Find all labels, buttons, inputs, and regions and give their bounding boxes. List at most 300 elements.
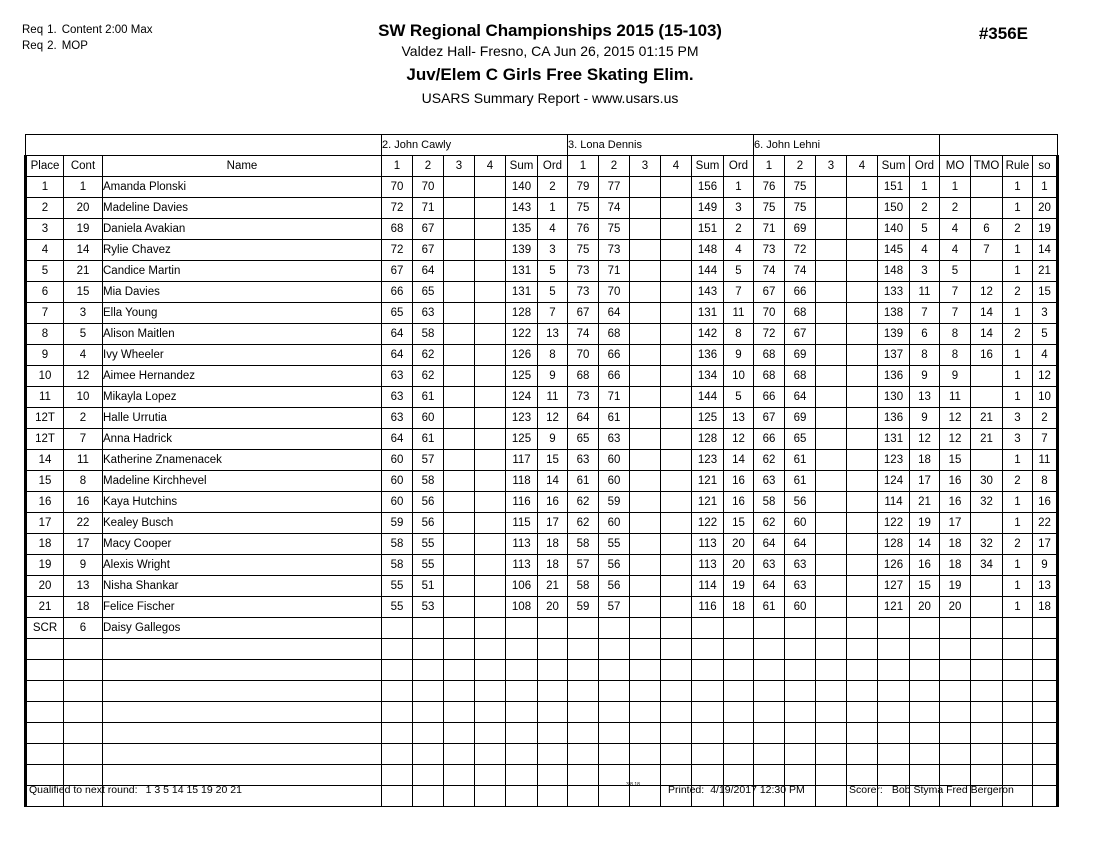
cell-judge1-ord: 11	[538, 387, 568, 408]
cell-judge1-score3	[444, 513, 475, 534]
cell-rule: 2	[1003, 324, 1033, 345]
cell-rule: 1	[1003, 198, 1033, 219]
cell-tmo: 34	[971, 555, 1003, 576]
table-row[interactable]	[26, 408, 1058, 429]
cell-judge1-ord	[538, 702, 568, 723]
column-header-judge2-score2: 2	[599, 156, 630, 177]
table-row[interactable]	[26, 534, 1058, 555]
cell-judge2-score1	[568, 681, 599, 702]
cell-skater-name: Ivy Wheeler	[103, 345, 382, 366]
cell-judge2-score2	[599, 744, 630, 765]
cell-skater-name: Alison Maitlen	[103, 324, 382, 345]
cell-place: 5	[26, 261, 64, 282]
cell-judge2-score2: 63	[599, 429, 630, 450]
cell-rule: 1	[1003, 345, 1033, 366]
cell-judge1-score3	[444, 534, 475, 555]
cell-judge3-score1: 67	[754, 282, 785, 303]
table-row[interactable]	[26, 261, 1058, 282]
cell-so: 5	[1033, 324, 1058, 345]
table-row[interactable]	[26, 429, 1058, 450]
cell-judge3-score1: 74	[754, 261, 785, 282]
cell-judge1-score4	[475, 366, 506, 387]
cell-tmo	[971, 597, 1003, 618]
cell-judge2-sum: 121	[692, 471, 724, 492]
cell-judge3-score3	[816, 723, 847, 744]
cell-rule: 2	[1003, 534, 1033, 555]
requirement-label: Req	[22, 40, 44, 52]
table-row[interactable]	[26, 513, 1058, 534]
cell-cont	[64, 660, 103, 681]
cell-cont: 1	[64, 177, 103, 198]
table-row[interactable]	[26, 471, 1058, 492]
cell-rule	[1003, 723, 1033, 744]
cell-judge3-score3	[816, 534, 847, 555]
version-tag: 3.8.18	[626, 782, 640, 788]
cell-judge1-score1	[382, 744, 413, 765]
cell-judge3-sum	[878, 702, 910, 723]
cell-judge1-score3	[444, 219, 475, 240]
column-header-judge2-score4: 4	[661, 156, 692, 177]
cell-judge1-score1	[382, 681, 413, 702]
table-row[interactable]	[26, 450, 1058, 471]
cell-judge2-sum	[692, 639, 724, 660]
cell-judge3-score3	[816, 387, 847, 408]
table-row[interactable]	[26, 303, 1058, 324]
cell-mo: 18	[940, 534, 971, 555]
requirements-block	[22, 22, 152, 54]
cell-judge2-score3	[630, 408, 661, 429]
cell-judge2-score1: 76	[568, 219, 599, 240]
cell-judge2-score3	[630, 723, 661, 744]
cell-mo: 1	[940, 177, 971, 198]
cell-tmo: 21	[971, 429, 1003, 450]
table-row[interactable]	[26, 597, 1058, 618]
cell-skater-name: Nisha Shankar	[103, 576, 382, 597]
cell-judge1-score3	[444, 723, 475, 744]
cell-judge2-score1: 58	[568, 576, 599, 597]
cell-place: 3	[26, 219, 64, 240]
cell-tmo: 32	[971, 534, 1003, 555]
cell-judge2-score4	[661, 219, 692, 240]
cell-judge3-sum: 128	[878, 534, 910, 555]
cell-judge1-score2	[413, 618, 444, 639]
cell-so: 15	[1033, 282, 1058, 303]
cell-judge2-score2: 71	[599, 261, 630, 282]
judge-name: 3. Lona Dennis	[568, 139, 642, 151]
scorer-label: Scorer:	[849, 784, 883, 796]
cell-judge3-score1	[754, 744, 785, 765]
cell-judge3-score3	[816, 618, 847, 639]
cell-judge3-ord	[910, 702, 940, 723]
cell-judge2-ord: 4	[724, 240, 754, 261]
cell-judge1-score1: 65	[382, 303, 413, 324]
cell-judge3-score1: 68	[754, 366, 785, 387]
cell-judge2-score4	[661, 639, 692, 660]
cell-judge2-score3	[630, 597, 661, 618]
cell-judge3-score4	[847, 618, 878, 639]
table-row-empty[interactable]	[26, 744, 1058, 765]
cell-judge2-score2	[599, 660, 630, 681]
cell-so	[1033, 618, 1058, 639]
table-row[interactable]	[26, 324, 1058, 345]
cell-so: 20	[1033, 198, 1058, 219]
cell-judge2-score2	[599, 702, 630, 723]
cell-judge3-score2: 60	[785, 597, 816, 618]
cell-judge1-sum: 128	[506, 303, 538, 324]
cell-judge1-score4	[475, 198, 506, 219]
cell-judge1-score4	[475, 744, 506, 765]
cell-judge3-score1	[754, 660, 785, 681]
cell-judge3-score1	[754, 723, 785, 744]
qualified-line	[29, 783, 242, 797]
cell-judge2-score1: 79	[568, 177, 599, 198]
cell-judge3-score2: 65	[785, 429, 816, 450]
cell-judge1-score2: 56	[413, 492, 444, 513]
cell-cont	[64, 681, 103, 702]
cell-judge2-score1: 61	[568, 471, 599, 492]
table-row[interactable]	[26, 219, 1058, 240]
table-row[interactable]	[26, 576, 1058, 597]
cell-skater-name: Madeline Kirchhevel	[103, 471, 382, 492]
cell-judge2-sum: 151	[692, 219, 724, 240]
table-row[interactable]	[26, 555, 1058, 576]
cell-so	[1033, 681, 1058, 702]
cell-rule: 1	[1003, 576, 1033, 597]
cell-mo: 4	[940, 240, 971, 261]
cell-cont: 11	[64, 450, 103, 471]
cell-judge3-score4	[847, 219, 878, 240]
cell-judge1-score2: 55	[413, 534, 444, 555]
cell-judge1-score2: 58	[413, 471, 444, 492]
cell-judge2-score4	[661, 387, 692, 408]
column-header-tmo: TMO	[971, 156, 1003, 177]
cell-so: 22	[1033, 513, 1058, 534]
cell-judge3-ord: 17	[910, 471, 940, 492]
cell-judge1-score1: 72	[382, 198, 413, 219]
cell-judge3-score2	[785, 660, 816, 681]
column-header-judge2-score3: 3	[630, 156, 661, 177]
cell-skater-name: Amanda Plonski	[103, 177, 382, 198]
cell-tmo	[971, 576, 1003, 597]
cell-tmo: 14	[971, 303, 1003, 324]
cell-judge1-score3	[444, 702, 475, 723]
cell-rule	[1003, 744, 1033, 765]
printed-line	[668, 783, 805, 797]
cell-judge1-score3	[444, 303, 475, 324]
cell-tmo	[971, 450, 1003, 471]
cell-judge1-ord	[538, 681, 568, 702]
judge-name: 2. John Cawly	[382, 139, 452, 151]
cell-judge2-score3	[630, 492, 661, 513]
cell-cont	[64, 702, 103, 723]
cell-judge3-sum: 133	[878, 282, 910, 303]
cell-so: 3	[1033, 303, 1058, 324]
cell-judge1-score2: 67	[413, 240, 444, 261]
cell-tmo: 6	[971, 219, 1003, 240]
cell-judge1-sum: 123	[506, 408, 538, 429]
table-row-empty[interactable]	[26, 681, 1058, 702]
column-header-mo: MO	[940, 156, 971, 177]
cell-judge1-ord: 9	[538, 429, 568, 450]
cell-judge2-score2	[599, 618, 630, 639]
table-row[interactable]	[26, 282, 1058, 303]
table-row[interactable]	[26, 618, 1058, 639]
cell-judge3-score1: 76	[754, 177, 785, 198]
cell-judge1-score3	[444, 282, 475, 303]
cell-judge2-score3	[630, 261, 661, 282]
cell-judge3-ord: 15	[910, 576, 940, 597]
cell-judge3-ord: 21	[910, 492, 940, 513]
cell-judge3-score3	[816, 324, 847, 345]
cell-judge2-score2: 60	[599, 450, 630, 471]
cell-place: 9	[26, 345, 64, 366]
cell-judge1-score3	[444, 639, 475, 660]
cell-mo: 7	[940, 282, 971, 303]
cell-judge2-score4	[661, 240, 692, 261]
column-header-judge2-score1: 1	[568, 156, 599, 177]
cell-judge1-score2: 53	[413, 597, 444, 618]
table-row[interactable]	[26, 240, 1058, 261]
column-header-judge3-sum: Sum	[878, 156, 910, 177]
table-row[interactable]	[26, 387, 1058, 408]
column-header-judge1-score1: 1	[382, 156, 413, 177]
cell-judge2-ord: 18	[724, 597, 754, 618]
cell-so: 10	[1033, 387, 1058, 408]
cell-judge3-sum: 124	[878, 471, 910, 492]
table-row[interactable]	[26, 366, 1058, 387]
cell-place: 1	[26, 177, 64, 198]
cell-judge2-score4	[661, 702, 692, 723]
cell-judge2-score3	[630, 702, 661, 723]
cell-judge3-sum	[878, 744, 910, 765]
cell-mo: 12	[940, 429, 971, 450]
cell-judge3-score2: 63	[785, 576, 816, 597]
cell-judge1-score2: 62	[413, 345, 444, 366]
cell-judge1-score1	[382, 618, 413, 639]
cell-rule: 1	[1003, 177, 1033, 198]
qualified-numbers: 1 3 5 14 15 19 20 21	[145, 784, 242, 796]
cell-judge1-score3	[444, 387, 475, 408]
cell-cont: 9	[64, 555, 103, 576]
cell-judge3-ord: 11	[910, 282, 940, 303]
cell-judge2-score4	[661, 513, 692, 534]
cell-judge1-sum: 125	[506, 429, 538, 450]
cell-rule: 1	[1003, 303, 1033, 324]
cell-judge2-score3	[630, 639, 661, 660]
cell-judge2-ord: 8	[724, 324, 754, 345]
cell-judge1-score2: 51	[413, 576, 444, 597]
cell-judge3-sum: 150	[878, 198, 910, 219]
column-header-judge1-sum: Sum	[506, 156, 538, 177]
cell-tmo: 7	[971, 240, 1003, 261]
table-row-empty[interactable]	[26, 702, 1058, 723]
cell-skater-name: Daniela Avakian	[103, 219, 382, 240]
cell-rule	[1003, 702, 1033, 723]
cell-judge3-score4	[847, 597, 878, 618]
cell-judge2-ord: 11	[724, 303, 754, 324]
cell-judge3-sum	[878, 660, 910, 681]
cell-judge3-sum: 148	[878, 261, 910, 282]
table-row[interactable]	[26, 198, 1058, 219]
cell-mo: 18	[940, 555, 971, 576]
cell-judge3-sum: 140	[878, 219, 910, 240]
results-table	[24, 134, 1059, 807]
cell-judge3-score1: 68	[754, 345, 785, 366]
cell-judge2-sum: 123	[692, 450, 724, 471]
table-row-empty[interactable]	[26, 723, 1058, 744]
cell-judge3-ord	[910, 723, 940, 744]
cell-so	[1033, 660, 1058, 681]
cell-judge2-score1: 63	[568, 450, 599, 471]
cell-so: 2	[1033, 408, 1058, 429]
cell-cont: 7	[64, 429, 103, 450]
cell-judge1-score2: 61	[413, 429, 444, 450]
cell-skater-name: Kealey Busch	[103, 513, 382, 534]
table-row-empty[interactable]	[26, 639, 1058, 660]
cell-mo: 16	[940, 471, 971, 492]
cell-cont: 3	[64, 303, 103, 324]
cell-judge2-sum: 149	[692, 198, 724, 219]
cell-judge2-ord: 15	[724, 513, 754, 534]
cell-cont: 18	[64, 597, 103, 618]
cell-judge1-score4	[475, 261, 506, 282]
table-row[interactable]	[26, 492, 1058, 513]
cell-judge3-score2	[785, 702, 816, 723]
cell-judge2-score3	[630, 660, 661, 681]
cell-judge1-score1: 66	[382, 282, 413, 303]
cell-judge3-score2: 69	[785, 345, 816, 366]
cell-cont: 8	[64, 471, 103, 492]
cell-judge3-score4	[847, 744, 878, 765]
cell-tmo	[971, 177, 1003, 198]
cell-judge1-sum: 117	[506, 450, 538, 471]
cell-judge1-score3	[444, 240, 475, 261]
cell-judge2-score2: 75	[599, 219, 630, 240]
cell-place: 15	[26, 471, 64, 492]
cell-rule: 1	[1003, 513, 1033, 534]
cell-judge1-score3	[444, 555, 475, 576]
cell-skater-name: Ella Young	[103, 303, 382, 324]
event-title: Juv/Elem C Girls Free Skating Elim.	[406, 65, 694, 84]
cell-judge2-ord	[724, 639, 754, 660]
cell-judge2-score2	[599, 681, 630, 702]
cell-skater-name	[103, 723, 382, 744]
cell-judge2-sum: 134	[692, 366, 724, 387]
cell-judge1-score4	[475, 597, 506, 618]
cell-so	[1033, 702, 1058, 723]
cell-judge1-score4	[475, 219, 506, 240]
table-row[interactable]	[26, 345, 1058, 366]
cell-skater-name	[103, 639, 382, 660]
cell-judge2-ord: 1	[724, 177, 754, 198]
cell-judge3-score4	[847, 492, 878, 513]
cell-judge2-score1: 68	[568, 366, 599, 387]
cell-judge3-sum: 136	[878, 366, 910, 387]
cell-mo	[940, 660, 971, 681]
cell-judge2-score2: 60	[599, 513, 630, 534]
cell-mo: 19	[940, 576, 971, 597]
cell-judge1-sum: 118	[506, 471, 538, 492]
cell-rule	[1003, 618, 1033, 639]
cell-judge2-score4	[661, 450, 692, 471]
cell-judge3-score2	[785, 639, 816, 660]
cell-judge3-score1: 61	[754, 597, 785, 618]
cell-judge3-score4	[847, 408, 878, 429]
requirement-number: 2.	[47, 40, 57, 52]
cell-judge1-score4	[475, 723, 506, 744]
cell-judge1-score4	[475, 681, 506, 702]
cell-cont: 5	[64, 324, 103, 345]
table-row-empty[interactable]	[26, 660, 1058, 681]
cell-judge3-score2: 69	[785, 219, 816, 240]
cell-place: 12T	[26, 429, 64, 450]
cell-judge2-sum: 114	[692, 576, 724, 597]
cell-judge1-sum	[506, 639, 538, 660]
cell-judge2-ord: 7	[724, 282, 754, 303]
cell-judge2-score1	[568, 723, 599, 744]
cell-judge1-ord	[538, 639, 568, 660]
cell-judge1-score2	[413, 660, 444, 681]
cell-judge3-score1	[754, 702, 785, 723]
cell-judge2-score2: 61	[599, 408, 630, 429]
table-row[interactable]	[26, 177, 1058, 198]
cell-judge3-score2: 68	[785, 303, 816, 324]
cell-cont: 2	[64, 408, 103, 429]
cell-judge2-score2: 70	[599, 282, 630, 303]
cell-place: 11	[26, 387, 64, 408]
cell-judge1-sum: 126	[506, 345, 538, 366]
cell-judge3-score4	[847, 198, 878, 219]
cell-judge1-score2: 71	[413, 198, 444, 219]
cell-judge3-score3	[816, 597, 847, 618]
cell-rule: 1	[1003, 240, 1033, 261]
cell-judge1-score3	[444, 366, 475, 387]
cell-judge1-sum: 124	[506, 387, 538, 408]
column-header-rule: Rule	[1003, 156, 1033, 177]
cell-judge3-score3	[816, 282, 847, 303]
cell-judge1-score1: 67	[382, 261, 413, 282]
cell-judge1-sum: 131	[506, 282, 538, 303]
cell-judge2-score3	[630, 198, 661, 219]
cell-judge3-score1: 66	[754, 429, 785, 450]
cell-judge3-score3	[816, 513, 847, 534]
cell-cont: 19	[64, 219, 103, 240]
cell-tmo	[971, 387, 1003, 408]
cell-rule: 2	[1003, 282, 1033, 303]
cell-judge3-score2	[785, 723, 816, 744]
cell-so: 12	[1033, 366, 1058, 387]
cell-judge2-score1: 73	[568, 387, 599, 408]
cell-judge2-score3	[630, 303, 661, 324]
cell-judge3-ord: 3	[910, 261, 940, 282]
title-block	[200, 20, 900, 109]
cell-judge1-score4	[475, 471, 506, 492]
cell-place: SCR	[26, 618, 64, 639]
cell-judge1-score4	[475, 450, 506, 471]
cell-judge2-ord: 9	[724, 345, 754, 366]
cell-tmo: 14	[971, 324, 1003, 345]
cell-place: 10	[26, 366, 64, 387]
cell-judge1-score4	[475, 408, 506, 429]
cell-judge3-sum: 130	[878, 387, 910, 408]
cell-judge1-score1: 70	[382, 177, 413, 198]
cell-mo	[940, 618, 971, 639]
cell-judge3-ord: 19	[910, 513, 940, 534]
cell-judge1-ord	[538, 660, 568, 681]
cell-skater-name: Katherine Znamenacek	[103, 450, 382, 471]
cell-so: 16	[1033, 492, 1058, 513]
cell-judge2-score1: 74	[568, 324, 599, 345]
